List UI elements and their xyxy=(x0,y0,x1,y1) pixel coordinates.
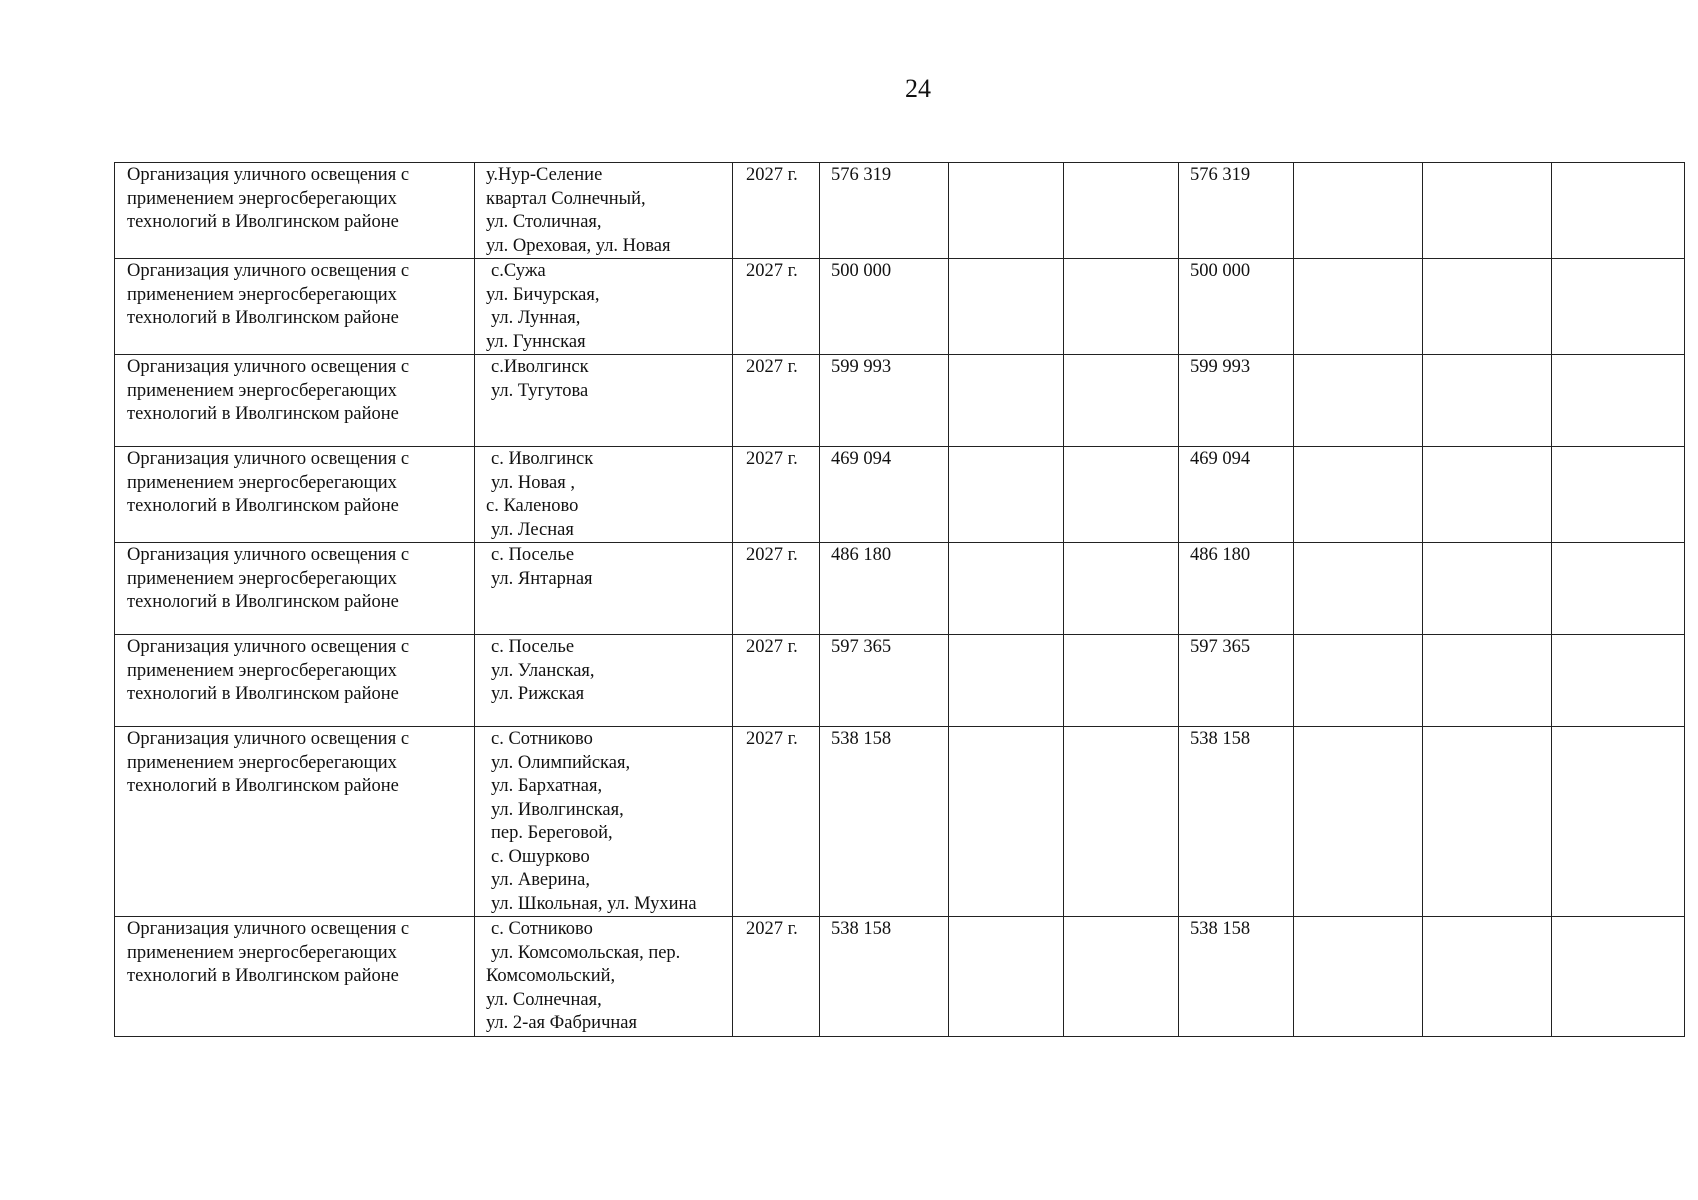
cell-event-name xyxy=(115,635,475,727)
table-row xyxy=(115,259,1685,355)
cell-empty xyxy=(1552,917,1685,1037)
cell-local-budget xyxy=(1179,447,1294,543)
address-line: с. Каленово xyxy=(486,496,579,516)
cell-local-budget xyxy=(1179,163,1294,259)
cell-local-budget xyxy=(1179,727,1294,917)
address-line: ул. Бичурская, xyxy=(486,284,600,305)
cell-empty xyxy=(1423,355,1552,447)
cell-address xyxy=(475,355,733,447)
table-row xyxy=(115,543,1685,635)
cell-total-cost xyxy=(820,635,949,727)
cell-empty xyxy=(1552,447,1685,543)
event-name-line: технологий в Иволгинском районе xyxy=(127,404,399,424)
address-line: с. Иволгинск xyxy=(491,449,594,469)
cell-empty xyxy=(949,727,1064,917)
event-name-line: Организация уличного освещения с xyxy=(127,545,410,565)
cell-year xyxy=(733,727,820,917)
cell-total-cost xyxy=(820,259,949,355)
cell-local-budget xyxy=(1179,355,1294,447)
address-line: с. Поселье xyxy=(491,545,575,565)
cell-empty xyxy=(1294,917,1423,1037)
address-line: у.Нур-Селение xyxy=(486,165,603,185)
address-line: ул. Новая , xyxy=(491,472,575,493)
cell-year xyxy=(733,355,820,447)
cell-total-cost-value: 538 158 xyxy=(831,729,892,749)
cell-year xyxy=(733,163,820,259)
event-name-line: технологий в Иволгинском районе xyxy=(127,966,399,986)
cell-address xyxy=(475,635,733,727)
cell-address xyxy=(475,447,733,543)
event-name-line: Организация уличного освещения с xyxy=(127,261,410,281)
cell-empty xyxy=(1552,727,1685,917)
cell-empty xyxy=(1064,447,1179,543)
address-line: пер. Береговой, xyxy=(491,823,613,843)
cell-empty xyxy=(1294,447,1423,543)
cell-local-budget-value: 597 365 xyxy=(1190,637,1251,657)
cell-local-budget xyxy=(1179,543,1294,635)
address-line: ул. Иволгинская, xyxy=(491,799,624,820)
cell-total-cost xyxy=(820,163,949,259)
cell-event-name xyxy=(115,259,475,355)
cell-empty xyxy=(1294,635,1423,727)
cell-local-budget-value: 469 094 xyxy=(1190,449,1251,469)
address-line: ул. Аверина, xyxy=(491,870,591,890)
cell-empty xyxy=(949,163,1064,259)
cell-total-cost-value: 597 365 xyxy=(831,637,892,657)
cell-empty xyxy=(1423,543,1552,635)
event-name-line: Организация уличного освещения с xyxy=(127,919,410,939)
cell-local-budget xyxy=(1179,259,1294,355)
cell-event-name xyxy=(115,447,475,543)
address-line: ул. Столичная, xyxy=(486,212,602,232)
cell-empty xyxy=(949,917,1064,1037)
cell-empty xyxy=(1064,635,1179,727)
cell-empty xyxy=(1552,163,1685,259)
cell-total-cost xyxy=(820,917,949,1037)
cell-empty xyxy=(1294,543,1423,635)
cell-empty xyxy=(949,635,1064,727)
cell-local-budget-value: 576 319 xyxy=(1190,165,1251,185)
cell-empty xyxy=(1064,355,1179,447)
table-row xyxy=(115,917,1685,1037)
table-row xyxy=(115,727,1685,917)
cell-local-budget-value: 538 158 xyxy=(1190,729,1251,749)
table-row xyxy=(115,355,1685,447)
event-name-line: технологий в Иволгинском районе xyxy=(127,212,399,232)
cell-address xyxy=(475,727,733,917)
address-line: ул. Солнечная, xyxy=(486,989,602,1010)
cell-local-budget-value: 538 158 xyxy=(1190,919,1251,939)
table-row xyxy=(115,635,1685,727)
cell-local-budget-value: 500 000 xyxy=(1190,261,1251,281)
cell-empty xyxy=(1552,543,1685,635)
cell-local-budget xyxy=(1179,917,1294,1037)
cell-empty xyxy=(1423,727,1552,917)
address-line: с. Сотниково xyxy=(491,919,593,939)
cell-year-value: 2027 г. xyxy=(746,165,798,185)
cell-address xyxy=(475,163,733,259)
cell-empty xyxy=(1423,447,1552,543)
event-name-line: Организация уличного освещения с xyxy=(127,357,410,377)
event-name-line: применением энергосберегающих xyxy=(127,660,397,681)
address-line: ул. Комсомольская, пер. xyxy=(491,942,681,963)
address-line: с. Сотниково xyxy=(491,729,593,749)
cell-empty xyxy=(1423,917,1552,1037)
cell-empty xyxy=(1064,163,1179,259)
cell-empty xyxy=(949,259,1064,355)
cell-total-cost xyxy=(820,727,949,917)
event-name-line: применением энергосберегающих xyxy=(127,942,397,963)
page-number: 24 xyxy=(905,74,931,103)
address-line: ул. Школьная, ул. Мухина xyxy=(491,893,697,914)
event-name-line: Организация уличного освещения с xyxy=(127,449,410,469)
address-line: ул. 2-ая Фабричная xyxy=(486,1013,637,1033)
cell-year xyxy=(733,917,820,1037)
address-line: Комсомольский, xyxy=(486,966,616,986)
address-line: квартал Солнечный, xyxy=(486,188,646,209)
table-row xyxy=(115,163,1685,259)
cell-empty xyxy=(1294,259,1423,355)
cell-total-cost xyxy=(820,543,949,635)
cell-year-value: 2027 г. xyxy=(746,357,798,377)
cell-total-cost-value: 486 180 xyxy=(831,545,892,565)
address-line: ул. Уланская, xyxy=(491,660,595,681)
cell-address xyxy=(475,543,733,635)
cell-event-name xyxy=(115,917,475,1037)
program-table xyxy=(114,162,1685,1037)
cell-empty xyxy=(1064,727,1179,917)
cell-total-cost-value: 500 000 xyxy=(831,261,892,281)
cell-empty xyxy=(1423,635,1552,727)
cell-empty xyxy=(1064,259,1179,355)
cell-year-value: 2027 г. xyxy=(746,261,798,281)
cell-total-cost xyxy=(820,355,949,447)
cell-total-cost-value: 469 094 xyxy=(831,449,892,469)
table-row xyxy=(115,447,1685,543)
event-name-line: технологий в Иволгинском районе xyxy=(127,308,399,328)
address-line: с.Сужа xyxy=(491,261,546,281)
cell-year xyxy=(733,543,820,635)
cell-event-name xyxy=(115,543,475,635)
cell-empty xyxy=(1423,259,1552,355)
cell-empty xyxy=(949,447,1064,543)
cell-year-value: 2027 г. xyxy=(746,637,798,657)
address-line: ул. Лесная xyxy=(491,519,574,540)
cell-empty xyxy=(949,543,1064,635)
cell-empty xyxy=(949,355,1064,447)
event-name-line: применением энергосберегающих xyxy=(127,380,397,401)
cell-year-value: 2027 г. xyxy=(746,545,798,565)
address-line: ул. Тугутова xyxy=(491,380,589,401)
cell-local-budget xyxy=(1179,635,1294,727)
cell-year-value: 2027 г. xyxy=(746,449,798,469)
cell-local-budget-value: 486 180 xyxy=(1190,545,1251,565)
cell-total-cost xyxy=(820,447,949,543)
event-name-line: Организация уличного освещения с xyxy=(127,729,410,749)
event-name-line: применением энергосберегающих xyxy=(127,188,397,209)
address-line: ул. Ореховая, ул. Новая xyxy=(486,235,671,256)
cell-empty xyxy=(1423,163,1552,259)
cell-empty xyxy=(1552,635,1685,727)
cell-address xyxy=(475,917,733,1037)
cell-year xyxy=(733,259,820,355)
address-line: ул. Янтарная xyxy=(491,568,593,589)
address-line: ул. Олимпийская, xyxy=(491,752,631,773)
cell-address xyxy=(475,259,733,355)
event-name-line: технологий в Иволгинском районе xyxy=(127,776,399,796)
cell-empty xyxy=(1294,727,1423,917)
event-name-line: технологий в Иволгинском районе xyxy=(127,496,399,516)
table-body xyxy=(115,163,1685,1037)
address-line: ул. Бархатная, xyxy=(491,776,603,796)
address-line: ул. Лунная, xyxy=(491,308,581,328)
cell-empty xyxy=(1294,163,1423,259)
cell-total-cost-value: 599 993 xyxy=(831,357,892,377)
address-line: с.Иволгинск xyxy=(491,357,589,377)
event-name-line: применением энергосберегающих xyxy=(127,752,397,773)
cell-empty xyxy=(1552,259,1685,355)
cell-year-value: 2027 г. xyxy=(746,729,798,749)
cell-event-name xyxy=(115,355,475,447)
cell-year-value: 2027 г. xyxy=(746,919,798,939)
address-line: ул. Гуннская xyxy=(486,331,586,352)
cell-empty xyxy=(1064,917,1179,1037)
event-name-line: технологий в Иволгинском районе xyxy=(127,592,399,612)
address-line: с. Поселье xyxy=(491,637,575,657)
address-line: ул. Рижская xyxy=(491,684,585,704)
cell-event-name xyxy=(115,727,475,917)
cell-local-budget-value: 599 993 xyxy=(1190,357,1251,377)
cell-total-cost-value: 538 158 xyxy=(831,919,892,939)
address-line: с. Ошурково xyxy=(491,846,590,867)
cell-event-name xyxy=(115,163,475,259)
cell-empty xyxy=(1552,355,1685,447)
event-name-line: технологий в Иволгинском районе xyxy=(127,684,399,704)
event-name-line: применением энергосберегающих xyxy=(127,568,397,589)
event-name-line: применением энергосберегающих xyxy=(127,472,397,493)
event-name-line: применением энергосберегающих xyxy=(127,284,397,305)
cell-year xyxy=(733,635,820,727)
cell-empty xyxy=(1064,543,1179,635)
event-name-line: Организация уличного освещения с xyxy=(127,637,410,657)
cell-year xyxy=(733,447,820,543)
event-name-line: Организация уличного освещения с xyxy=(127,165,410,185)
cell-empty xyxy=(1294,355,1423,447)
cell-total-cost-value: 576 319 xyxy=(831,165,892,185)
